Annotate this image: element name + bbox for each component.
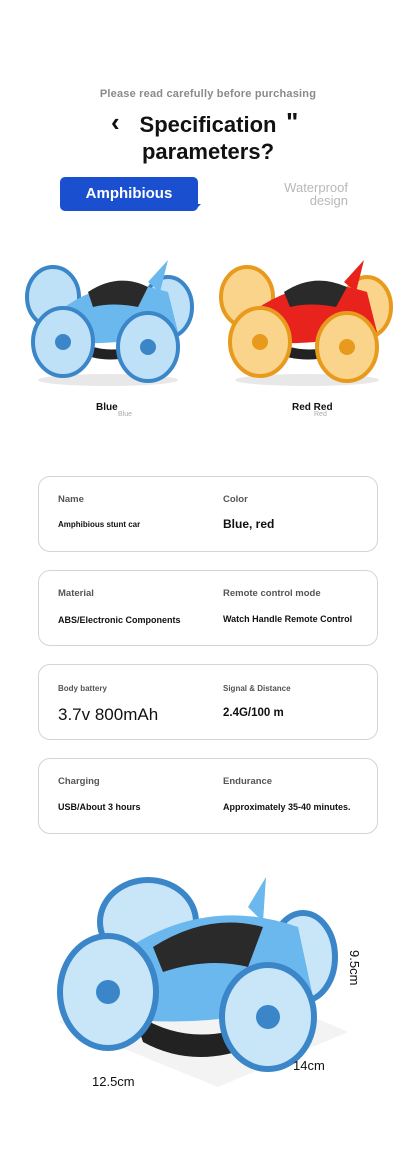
page-title xyxy=(0,107,416,165)
spec-signal-value: 2.4G/100 m xyxy=(223,707,284,719)
spec-endurance-label: Endurance xyxy=(223,776,273,787)
amphibious-badge: Amphibious xyxy=(60,177,198,211)
dimension-height: 9.5cm xyxy=(347,950,362,986)
waterproof-label xyxy=(258,181,348,207)
spec-card-battery-signal xyxy=(38,664,378,740)
spec-color-label: Color xyxy=(223,494,248,505)
color-sublabel-blue: Blue xyxy=(118,411,133,418)
title-line-2: parameters? xyxy=(141,139,275,164)
purchase-notice: Please read carefully before purchasing xyxy=(99,88,317,100)
spec-charging-label: Charging xyxy=(58,776,100,787)
spec-charging-value: USB/About 3 hours xyxy=(58,802,141,812)
dimension-length: 12.5cm xyxy=(92,1074,135,1089)
waterproof-line-1: Waterproof xyxy=(284,180,348,195)
spec-card-charging-endurance xyxy=(38,758,378,834)
spec-endurance-value: Approximately 35-40 minutes. xyxy=(223,802,351,812)
title-open-quote: ‹ xyxy=(111,107,120,137)
spec-battery-value: 3.7v 800mAh xyxy=(58,705,159,724)
spec-remote-label: Remote control mode xyxy=(223,588,321,599)
red-car-image xyxy=(212,252,397,392)
spec-color-value: Blue, red xyxy=(223,517,275,531)
dimension-width: 14cm xyxy=(293,1058,325,1073)
spec-card-name-color xyxy=(38,476,378,552)
spec-material-label: Material xyxy=(58,588,94,599)
spec-name-value: Amphibious stunt car xyxy=(58,520,141,529)
spec-battery-label: Body battery xyxy=(58,684,107,693)
spec-remote-value: Watch Handle Remote Control xyxy=(223,614,353,624)
spec-card-material-remote xyxy=(38,570,378,646)
color-sublabel-red: Red xyxy=(314,411,327,418)
color-label-red: Red Red xyxy=(292,402,333,413)
waterproof-line-2: design xyxy=(309,193,348,208)
spec-signal-label: Signal & Distance xyxy=(223,684,291,693)
title-line-1: Specification xyxy=(139,112,277,137)
spec-name-label: Name xyxy=(58,494,84,505)
color-label-blue: Blue xyxy=(96,402,118,413)
blue-car-image xyxy=(18,252,198,392)
badge-tail xyxy=(194,204,201,211)
spec-material-value: ABS/Electronic Components xyxy=(58,615,181,625)
title-close-quote: " xyxy=(286,107,299,137)
